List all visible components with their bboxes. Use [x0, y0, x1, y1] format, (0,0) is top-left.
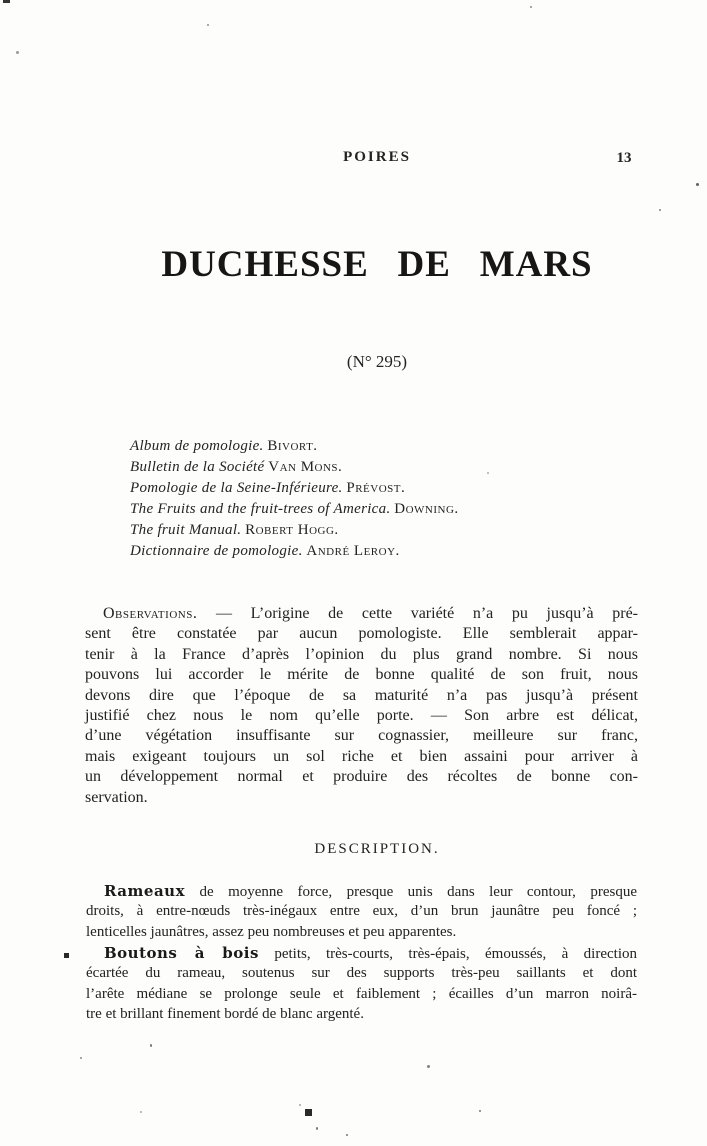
scan-speck — [3, 0, 10, 3]
bibliography-list — [130, 436, 610, 562]
bibliography-work-title: Pomologie de la Seine-Inférieure. — [130, 480, 343, 496]
bibliography-work-title: Bulletin de la Société — [130, 459, 265, 475]
variety-title: DUCHESSE DE MARS — [161, 244, 593, 285]
running-header-title: POIRES — [343, 149, 411, 165]
text-line — [86, 943, 637, 963]
text-line — [85, 604, 638, 624]
text-line — [86, 881, 637, 901]
text-line: droits, à entre-nœuds très-inégaux entre eux, d’un brun jaunâtre peu foncé ; — [86, 903, 637, 920]
boutons-paragraph — [86, 943, 637, 1025]
scan-speck — [346, 1134, 348, 1136]
scan-speck — [659, 209, 661, 211]
bibliography-author: Van Mons. — [268, 459, 343, 475]
bibliography-work-title: The Fruits and the fruit-trees of America. — [130, 501, 391, 517]
text-line: mais exigeant toujours un sol riche et bien assaini pour arriver à — [85, 747, 638, 765]
bibliography-entry — [130, 541, 610, 562]
bibliography-entry — [130, 499, 610, 520]
rameaux-first-line-rest: de moyenne force, presque unis dans leur contour, presque — [185, 884, 637, 900]
bibliography-entry — [130, 520, 610, 541]
scan-speck — [305, 1109, 312, 1116]
page-number: 13 — [616, 150, 632, 166]
scan-speck — [207, 24, 209, 26]
scan-speck — [80, 1057, 82, 1059]
text-line: lenticelles jaunâtres, assez peu nombreuses et peu apparentes. — [86, 923, 457, 940]
bibliography-author: André Leroy. — [306, 543, 400, 559]
text-line: servation. — [85, 788, 148, 806]
scan-speck — [299, 1104, 301, 1106]
scan-speck — [150, 1044, 152, 1047]
boutons-lead: Boutons à bois — [104, 944, 259, 962]
bibliography-work-title: Dictionnaire de pomologie. — [130, 543, 303, 559]
scan-speck — [696, 183, 699, 186]
text-line: devons dire que l’époque de sa maturité n’a pas jusqu’à présent — [85, 686, 638, 704]
text-line: sent être constatée par aucun pomologiste. Elle semblerait appar- — [85, 625, 638, 643]
bibliography-entry — [130, 478, 610, 499]
scan-speck — [427, 1065, 430, 1068]
bibliography-author: Downing. — [394, 501, 459, 517]
text-line: tre et brillant finement bordé de blanc argenté. — [86, 1006, 364, 1023]
scan-speck — [64, 953, 69, 958]
rameaux-paragraph — [86, 881, 637, 942]
bibliography-author: Bivort. — [267, 438, 318, 454]
bibliography-entry — [130, 457, 610, 478]
scan-speck — [530, 6, 532, 8]
bibliography-work-title: The fruit Manual. — [130, 522, 242, 538]
variety-number: (N° 295) — [346, 352, 408, 371]
text-line: d’une végétation insuffisante sur cognassier, meilleure sur franc, — [85, 727, 638, 745]
bibliography-author: Prévost. — [346, 480, 406, 496]
scan-speck — [316, 1127, 318, 1130]
scan-speck — [479, 1110, 481, 1112]
bibliography-entry — [130, 436, 610, 457]
text-line: l’arête médiane se prolonge seule et faiblement ; écailles d’un marron noirâ- — [86, 985, 637, 1002]
scan-speck — [140, 1111, 142, 1113]
text-line: justifié chez nous le nom qu’elle porte. — Son arbre est délicat, — [85, 706, 638, 724]
bibliography-work-title: Album de pomologie. — [130, 438, 264, 454]
description-heading: DESCRIPTION. — [314, 841, 440, 857]
observations-lead: Observations. — [103, 605, 198, 622]
scan-speck — [16, 51, 19, 54]
observations-paragraph — [85, 604, 638, 808]
observations-first-line-rest: — L’origine de cette variété n’a pu jusqu’à pré- — [197, 605, 638, 622]
rameaux-lead: Rameaux — [104, 882, 186, 900]
boutons-first-line-rest: petits, très-courts, très-épais, émoussés, à direction — [258, 946, 637, 962]
text-line: écartée du rameau, soutenus sur des supports très-peu saillants et dont — [86, 965, 637, 982]
bibliography-author: Robert Hogg. — [245, 522, 339, 538]
text-line: pouvons lui accorder le mérite de bonne qualité de son fruit, nous — [85, 666, 638, 684]
text-line: un développement normal et produire des récoltes de bonne con- — [85, 768, 638, 786]
text-line: tenir à la France d’après l’opinion du plus grand nombre. Si nous — [85, 645, 638, 663]
